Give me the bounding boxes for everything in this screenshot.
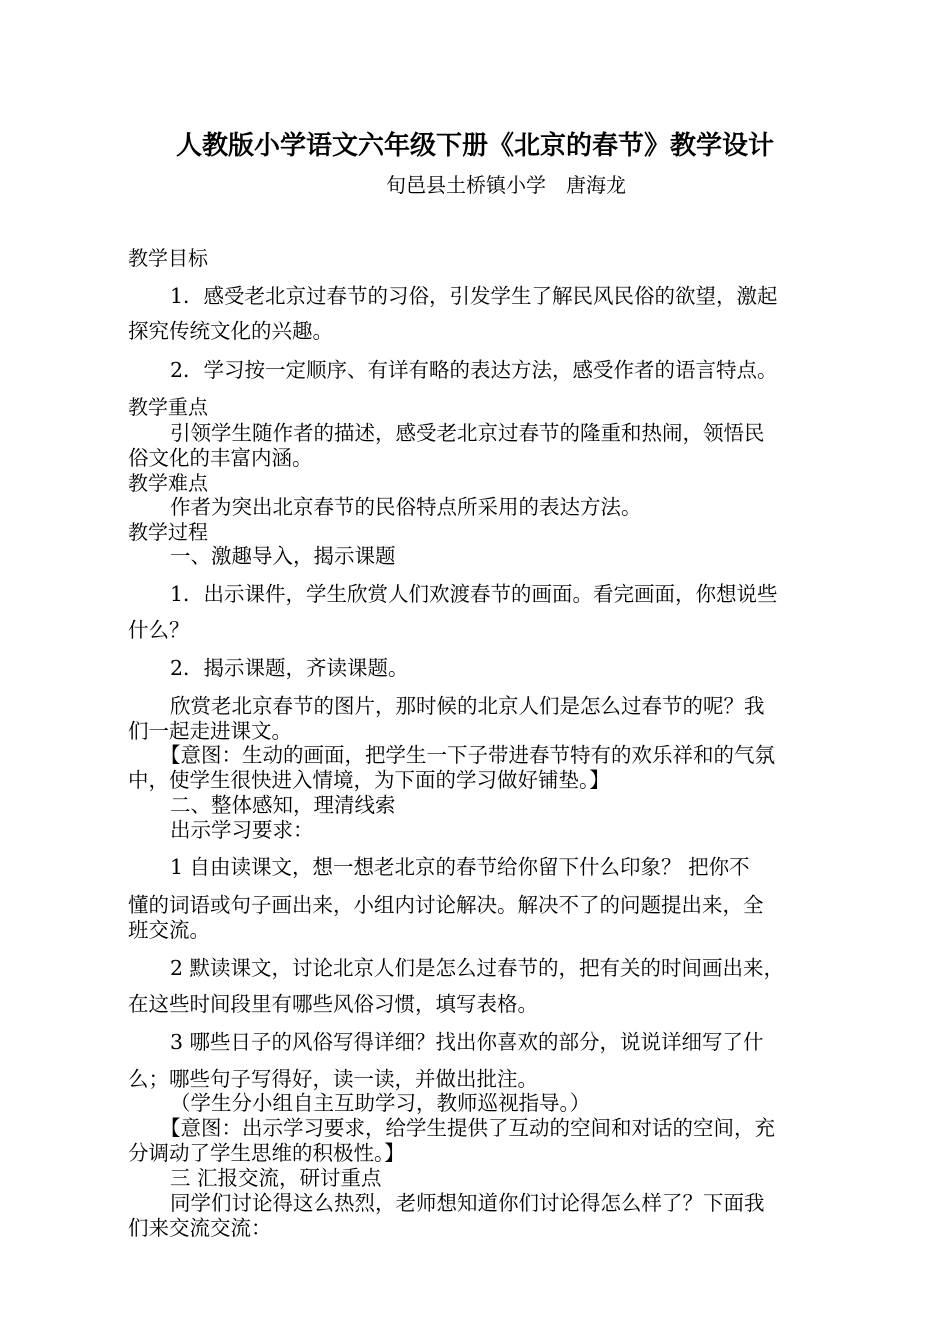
intent-note-line: 【意图：出示学习要求，给学生提供了互动的空间和对话的空间，充 (160, 1116, 775, 1140)
subsection-heading: 二、整体感知，理清线索 (170, 793, 396, 817)
paragraph-line: 出示学习要求： (170, 818, 314, 842)
section-heading-difficulties: 教学难点 (128, 471, 208, 495)
paragraph-line: 俗文化的丰富内涵。 (128, 446, 313, 470)
paragraph-line: （学生分小组自主互助学习，教师巡视指导。） (170, 1091, 591, 1115)
paragraph-line: 么；哪些句子写得好，读一读，并做出批注。 (128, 1067, 538, 1091)
section-heading-key-points: 教学重点 (128, 395, 208, 419)
paragraph-line: 2．揭示课题，齐读课题。 (170, 656, 409, 680)
paragraph-line: 欣赏老北京春节的图片，那时候的北京人们是怎么过春节的呢？我 (170, 694, 765, 718)
paragraph-line: 作者为突出北京春节的民俗特点所采用的表达方法。 (170, 495, 642, 519)
paragraph-line: 1．感受老北京过春节的习俗，引发学生了解民风民俗的欲望，激起 (170, 284, 778, 308)
paragraph-line: 2 默读课文，讨论北京人们是怎么过春节的，把有关的时间画出来， (170, 956, 785, 980)
paragraph-line: 们来交流交流： (128, 1216, 272, 1240)
paragraph-line: 班交流。 (128, 918, 210, 942)
paragraph-line: 1 自由读课文，想一想老北京的春节给你留下什么印象？ 把你不 (170, 855, 750, 879)
intent-note-line: 分调动了学生思维的积极性。】 (128, 1141, 405, 1165)
section-heading-objectives: 教学目标 (128, 246, 208, 270)
section-heading-process: 教学过程 (128, 520, 208, 544)
subsection-heading: 三 汇报交流，研讨重点 (170, 1166, 382, 1190)
document-title: 人教版小学语文六年级下册《北京的春节》教学设计 (175, 131, 774, 161)
paragraph-line: 探究传统文化的兴趣。 (128, 319, 333, 343)
intent-note-line: 【意图：生动的画面，把学生一下子带进春节特有的欢乐祥和的气氛 (160, 743, 775, 767)
paragraph-line: 2．学习按一定顺序、有详有略的表达方法，感受作者的语言特点。 (170, 358, 778, 382)
paragraph-line: 3 哪些日子的风俗写得详细？找出你喜欢的部分，说说详细写了什 (170, 1030, 764, 1054)
paragraph-line: 引领学生随作者的描述，感受老北京过春节的隆重和热闹，领悟民 (170, 421, 765, 445)
paragraph-line: 们一起走进课文。 (128, 719, 292, 743)
paragraph-line: 在这些时间段里有哪些风俗习惯，填写表格。 (128, 992, 538, 1016)
paragraph-line: 1．出示课件，学生欣赏人们欢渡春节的画面。看完画面，你想说些 (170, 582, 778, 606)
author-line: 旬邑县土桥镇小学 唐海龙 (386, 173, 626, 197)
paragraph-line: 懂的词语或句子画出来，小组内讨论解决。解决不了的问题提出来，全 (128, 893, 764, 917)
paragraph-line: 什么？ (128, 618, 190, 642)
subsection-heading: 一、激趣导入，揭示课题 (170, 544, 396, 568)
paragraph-line: 同学们讨论得这么热烈，老师想知道你们讨论得怎么样了？下面我 (170, 1191, 765, 1215)
intent-note-line: 中，使学生很快进入情境，为下面的学习做好铺垫。】 (128, 768, 610, 792)
